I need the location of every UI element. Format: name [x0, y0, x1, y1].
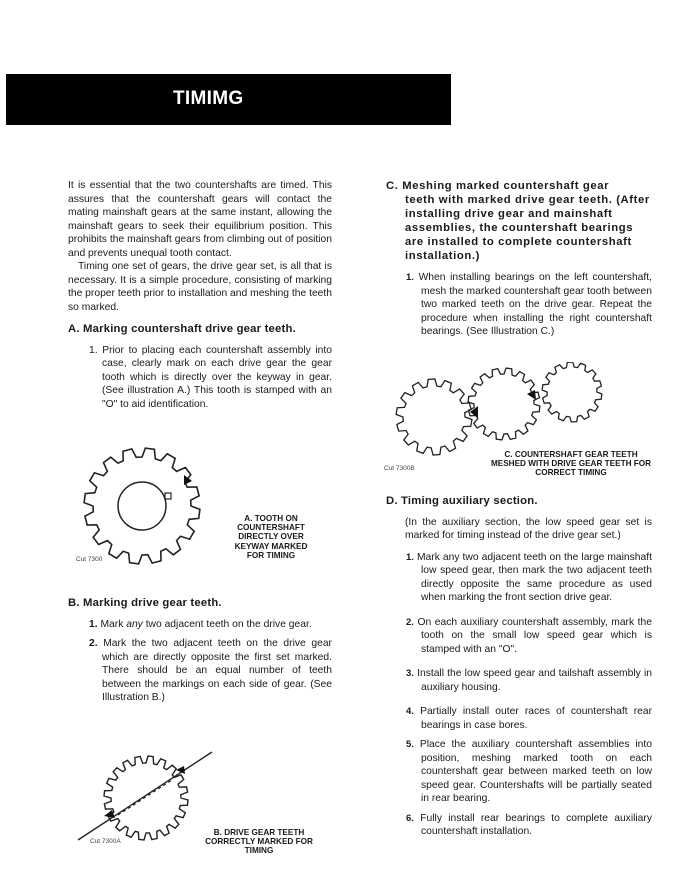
- left-column: [68, 179, 332, 411]
- gear-outline: [84, 448, 200, 564]
- figure-c-cut: Cut 7300B: [384, 465, 415, 472]
- gear-outline: [542, 362, 602, 422]
- countershaft-gear: [84, 448, 200, 564]
- countershaft-gear-illustration: [80, 443, 205, 568]
- section-d-heading: D. Timing auxiliary section.: [386, 495, 538, 507]
- alignment-line: [78, 752, 212, 840]
- section-a-item-1: [68, 344, 332, 412]
- figure-c-caption: C. COUNTERSHAFT GEAR TEETH MESHED WITH DRIVE GEAR TEETH FOR CORRECT TIMING: [490, 450, 652, 478]
- figure-b-cut: Cut 7300A: [90, 838, 121, 845]
- item-text-post: two adjacent teeth on the drive gear.: [142, 618, 312, 630]
- item-number: 1.: [89, 344, 98, 356]
- gear-outline: [396, 379, 472, 455]
- item-number: 4.: [406, 706, 414, 717]
- timing-mark: [184, 475, 192, 485]
- right-countershaft-gear: [542, 362, 602, 422]
- section-d-item-3: [386, 667, 652, 694]
- section-d: [386, 495, 652, 850]
- item-text: Place the auxiliary countershaft assemblies into position, meshing marked tooth on each countershaft gear between marked teeth on low speed gear. Countershafts will be partially seated in rear bearing.: [419, 739, 652, 804]
- drive-gear: [104, 756, 188, 840]
- gear-outline: [468, 368, 540, 440]
- item-text-pre: Mark: [100, 618, 127, 630]
- title-bar: [6, 74, 451, 125]
- center-drive-gear: [468, 368, 540, 440]
- section-d-item-6: [386, 812, 652, 839]
- item-number: 1.: [406, 551, 414, 563]
- section-d-item-4: [386, 705, 652, 732]
- item-text: When installing bearings on the left countershaft, mesh the marked countershaft gear tooth between two marked teeth on the drive gear. Repeat the procedure when installing the right countershaft bearings. (See Illustration C.): [418, 272, 652, 337]
- section-d-item-5: [386, 738, 652, 806]
- section-c-heading: [386, 179, 652, 263]
- item-text: Install the low speed gear and tailshaft assembly in auxiliary housing.: [417, 668, 652, 693]
- right-column: [386, 179, 652, 350]
- item-number: 1.: [89, 618, 98, 630]
- item-text: Mark any two adjacent teeth on the large mainshaft low speed gear, then mark the two adjacent teeth directly opposite the same procedure as used when marking the front section drive gear.: [416, 551, 652, 603]
- section-b-heading: B. Marking drive gear teeth.: [68, 597, 222, 609]
- section-b-item-1: [68, 618, 332, 632]
- drive-gear-illustration: [74, 748, 219, 848]
- item-text: On each auxiliary countershaft assembly, mark the tooth on the small low speed gear which is stamped with an "O".: [417, 616, 652, 655]
- figure-a-cut: Cut 7300: [76, 556, 103, 563]
- section-c-item-1: [386, 271, 652, 339]
- item-number: 2.: [89, 638, 98, 649]
- section-c-heading-rest: teeth with marked drive gear teeth. (After installing drive gear and mainshaft assemblies, the countershaft bearings are installed to complete countershaft installation.): [405, 194, 650, 262]
- item-number: 2.: [406, 616, 414, 628]
- item-text-emphasis: any: [126, 618, 143, 630]
- keyway: [165, 493, 171, 499]
- section-b: [68, 597, 332, 711]
- gear-outline: [104, 756, 188, 840]
- figure-a-caption: A. TOOTH ON COUNTERSHAFT DIRECTLY OVER KEYWAY MARKED FOR TIMING: [234, 514, 308, 560]
- section-a-heading: A. Marking countershaft drive gear teeth.: [68, 323, 296, 335]
- item-text: Partially install outer races of countershaft rear bearings in case bores.: [420, 706, 652, 731]
- figure-a: [80, 443, 205, 568]
- gear-bore: [118, 482, 166, 530]
- item-text: Prior to placing each countershaft assembly into case, clearly mark on each drive gear the gear tooth which is directly over the keyway in gear. (See illustration A.) This tooth is stamped with an "O" to aid identification.: [102, 344, 332, 410]
- intro-paragraph-1: It is essential that the two countershafts are timed. This assures that the countershaft gears will contact the mating mainshaft gears at the same instant, allowing the mainshaft gears to seek their equilibrium position. This prohibits the mainshaft gears from climbing out of position and prevents unequal tooth contact.: [68, 180, 332, 259]
- item-text: Fully install rear bearings to complete auxiliary countershaft installation.: [420, 812, 652, 837]
- section-d-item-1: [386, 551, 652, 605]
- section-b-item-2: [68, 637, 332, 705]
- item-text: Mark the two adjacent teeth on the drive gear which are directly opposite the first set marked. There should be an equal number of teeth between the markings on each side of gear. (See Illustration B.): [102, 638, 332, 703]
- section-d-item-2: [386, 616, 652, 657]
- figure-b-caption: B. DRIVE GEAR TEETH CORRECTLY MARKED FOR TIMING: [205, 828, 313, 856]
- intro-paragraph-2: Timing one set of gears, the drive gear set, is all that is necessary. It is a simple procedure, consisting of marking the proper teeth prior to installation and meshing the teeth so marked.: [68, 261, 332, 313]
- section-d-note: (In the auxiliary section, the low speed gear set is marked for timing instead of the drive gear set.): [405, 516, 652, 541]
- page-title: TIMIMG: [173, 88, 244, 109]
- item-number: 6.: [406, 812, 414, 824]
- item-number: 1.: [406, 272, 414, 283]
- center-line: [118, 780, 172, 815]
- section-c-heading-line-1: C. Meshing marked countershaft gear: [386, 180, 610, 192]
- item-number: 5.: [406, 739, 414, 750]
- item-number: 3.: [406, 668, 414, 679]
- figure-b: [74, 748, 219, 848]
- left-countershaft-gear: [396, 379, 472, 455]
